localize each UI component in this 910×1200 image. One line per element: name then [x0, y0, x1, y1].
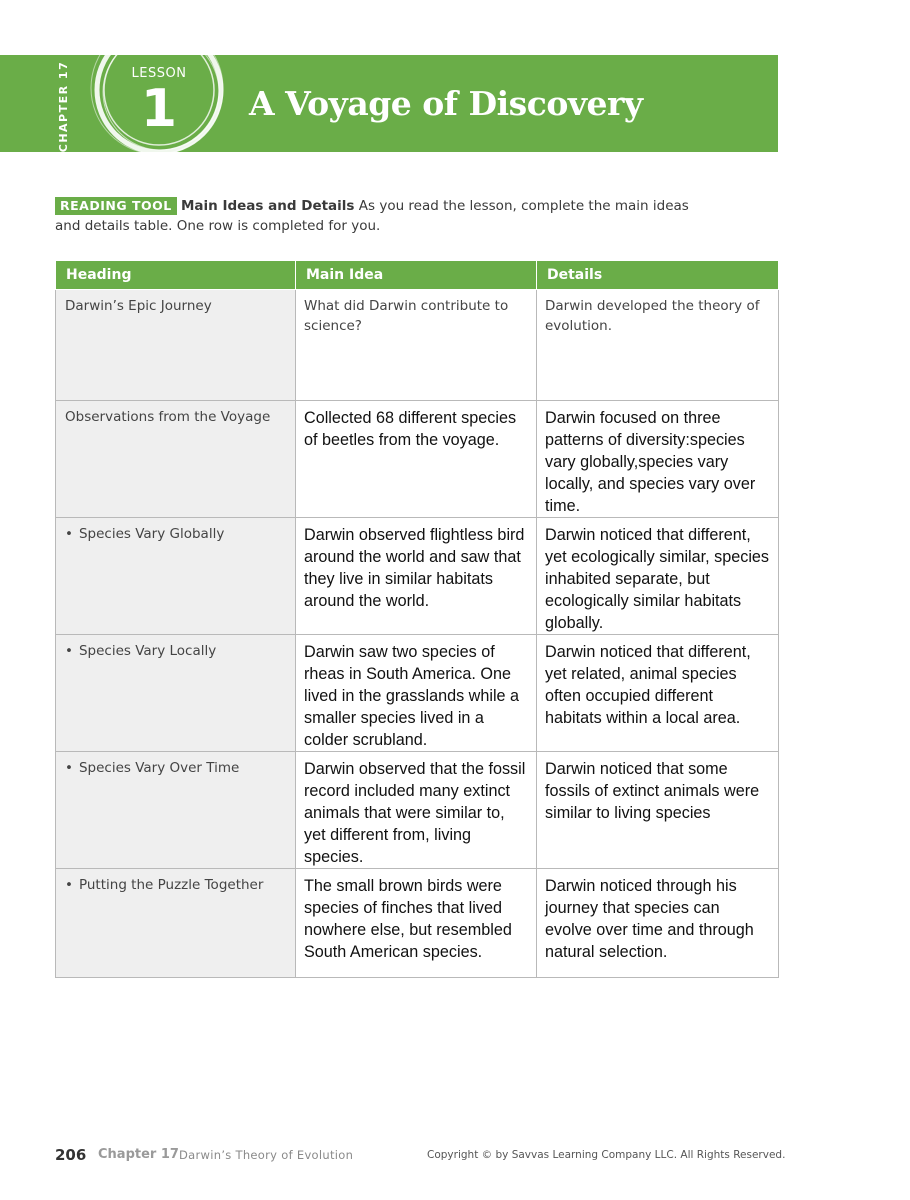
reading-tool-heading: Main Ideas and Details	[180, 198, 355, 214]
row-details[interactable]: Darwin noticed that different, yet ecologically similar, species inhabited separate, but ecologically similar habitats globally.	[537, 518, 779, 635]
row-details[interactable]: Darwin focused on three patterns of diversity:species vary globally,species vary locally, and species vary over time.	[537, 401, 779, 518]
row-main-idea[interactable]: Darwin saw two species of rheas in South America. One lived in the grasslands while a smaller species lived in a colder scrubland.	[296, 635, 537, 752]
row-main-idea[interactable]: Collected 68 different species of beetles from the voyage.	[296, 401, 537, 518]
row-details[interactable]: Darwin noticed that some fossils of extinct animals were similar to living species	[537, 752, 779, 869]
row-heading	[56, 869, 296, 978]
row-heading-label: Species Vary Globally	[78, 526, 225, 542]
row-heading	[56, 752, 296, 869]
row-main-idea[interactable]: Darwin observed that the fossil record included many extinct animals that were similar to, yet different from, living species.	[296, 752, 537, 869]
row-heading-label: Putting the Puzzle Together	[78, 877, 264, 893]
column-header-heading: Heading	[56, 261, 296, 290]
row-main-idea[interactable]: What did Darwin contribute to science?	[296, 290, 537, 401]
main-ideas-table	[55, 261, 779, 978]
row-heading	[56, 635, 296, 752]
table-header-row	[56, 261, 779, 290]
table-row	[56, 869, 779, 978]
row-heading-label: Species Vary Locally	[78, 643, 217, 659]
row-heading-label: Species Vary Over Time	[78, 760, 240, 776]
footer-chapter-title: Darwin’s Theory of Evolution	[179, 1148, 354, 1162]
reading-tool-instructions	[55, 196, 705, 236]
table-row	[56, 401, 779, 518]
row-details[interactable]: Darwin noticed through his journey that species can evolve over time and through natural selection.	[537, 869, 779, 978]
page-title: A Voyage of Discovery	[249, 84, 643, 123]
row-heading: Observations from the Voyage	[56, 401, 296, 518]
row-details[interactable]: Darwin developed the theory of evolution.	[537, 290, 779, 401]
bullet-icon: •	[65, 526, 73, 542]
column-header-main-idea: Main Idea	[296, 261, 537, 290]
row-details[interactable]: Darwin noticed that different, yet related, animal species often occupied different habitats within a local area.	[537, 635, 779, 752]
row-heading: Darwin’s Epic Journey	[56, 290, 296, 401]
chapter-vertical-label	[56, 58, 72, 154]
bullet-icon: •	[65, 877, 73, 893]
bullet-icon: •	[65, 760, 73, 776]
chapter-label: CHAPTER 17	[57, 60, 71, 152]
table-row	[56, 518, 779, 635]
table-row	[56, 752, 779, 869]
reading-tool-badge: READING TOOL	[55, 197, 177, 215]
table-row	[56, 635, 779, 752]
lesson-label: LESSON	[131, 66, 187, 81]
copyright-notice: Copyright © by Savvas Learning Company LLC. All Rights Reserved.	[427, 1149, 786, 1161]
page-number: 206	[55, 1146, 87, 1164]
row-main-idea[interactable]: Darwin observed flightless bird around the world and saw that they live in similar habitats around the world.	[296, 518, 537, 635]
table-row	[56, 290, 779, 401]
column-header-details: Details	[537, 261, 779, 290]
row-heading	[56, 518, 296, 635]
lesson-number: 1	[140, 79, 178, 139]
reading-tool-text: As you read the lesson, complete the main ideas and details table. One row is completed for you.	[55, 198, 689, 234]
bullet-icon: •	[65, 643, 73, 659]
row-main-idea[interactable]: The small brown birds were species of finches that lived nowhere else, but resembled South American species.	[296, 869, 537, 978]
footer-chapter: Chapter 17	[98, 1147, 179, 1162]
page-footer	[55, 1146, 786, 1170]
